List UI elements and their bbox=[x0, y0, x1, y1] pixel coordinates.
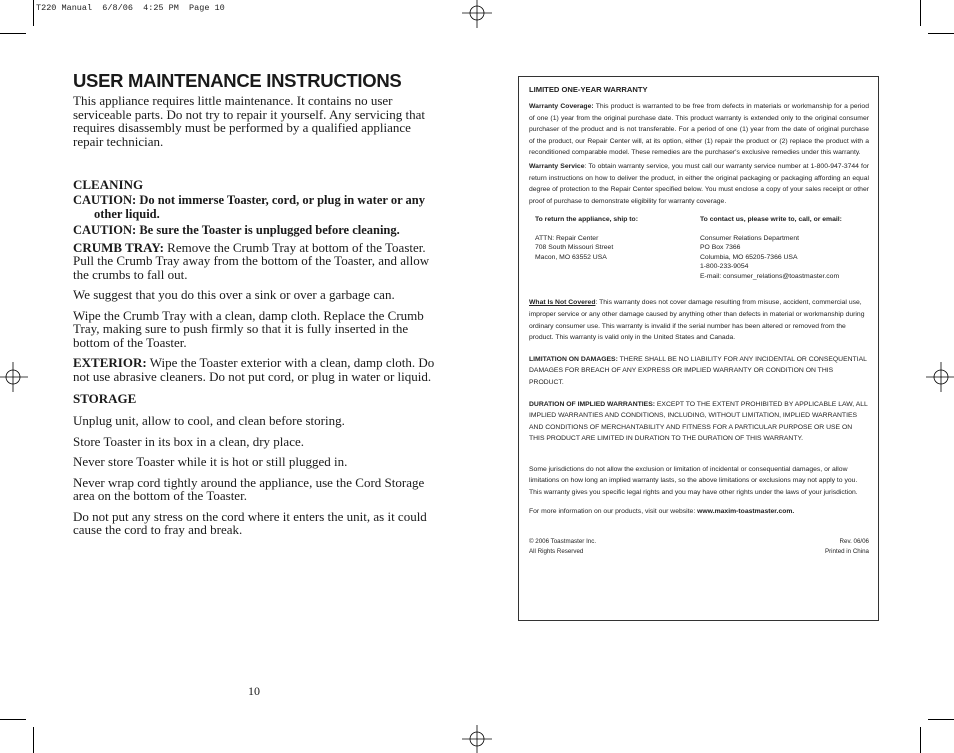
crop-mark-tr-h bbox=[928, 33, 954, 34]
website-link[interactable]: www.maxim-toastmaster.com. bbox=[697, 507, 795, 515]
warranty-box bbox=[518, 76, 879, 621]
warranty-service bbox=[529, 161, 869, 207]
page-number: 10 bbox=[248, 684, 260, 698]
suggest-paragraph: We suggest that you do this over a sink or over a garbage can. bbox=[73, 287, 395, 302]
not-covered bbox=[529, 297, 869, 343]
exterior-paragraph bbox=[73, 356, 441, 383]
crop-mark-br-v bbox=[920, 727, 921, 753]
caution-unplug: CAUTION: Be sure the Toaster is unplugged before cleaning. bbox=[73, 223, 400, 237]
storage-item-5: Do not put any stress on the cord where it enters the unit, as it could cause the cord to fray and break. bbox=[73, 508, 427, 537]
limitation-text: THERE SHALL BE NO LIABILITY FOR ANY INCIDENTAL OR CONSEQUENTIAL DAMAGES FOR BREACH OF ANY EXPRESS OR IMPLIED WARRANTY OR CONDITION ON THIS PRODUCT. bbox=[529, 355, 867, 386]
storage-item-3: Never store Toaster while it is hot or still plugged in. bbox=[73, 454, 348, 469]
more-info bbox=[529, 506, 869, 518]
ship-line: Macon, MO 63552 USA bbox=[535, 253, 607, 261]
coverage-text: This product is warranted to be free from defects in materials or workmanship for a period of one (1) year from the original purchase date. This product warranty is extended only to the original consumer purchaser of the product and is not transferable. For a period of one (1) year from the date of original purchase of the product, our Repair Center will, at its option, either (1) repair the product or (2) replace the product with a reconditioned comparable model. These remedies are the purchaser's exclusive remedies under this warranty. bbox=[529, 103, 869, 157]
crumb-tray-paragraph bbox=[73, 241, 441, 282]
contact-line: PO Box 7366 bbox=[700, 244, 741, 252]
duration-label: DURATION OF IMPLIED WARRANTIES: bbox=[529, 400, 655, 408]
address-block bbox=[535, 215, 869, 281]
rights: All Rights Reserved bbox=[529, 547, 584, 555]
exterior-label: EXTERIOR: bbox=[73, 355, 147, 370]
duration-text: EXCEPT TO THE EXTENT PROHIBITED BY APPLICABLE LAW, ALL IMPLIED WARRANTIES AND CONDITIONS, INCLUDING, WITHOUT LIMITATION, IMPLIED WARRANTIES AND CONDITIONS OF MERCHANTABILITY AND FITNESS FOR A PARTICULAR PURPOSE OR USE ON THIS PRODUCT ARE LIMITED IN DURATION TO THE DURATION OF THIS WARRANTY. bbox=[529, 400, 868, 443]
wipe-paragraph: Wipe the Crumb Tray with a clean, damp cloth. Replace the Crumb Tray, making sure to push firmly so that it is fully inserted in the bottom of the Toaster. bbox=[73, 307, 424, 350]
crumb-tray-text: Remove the Crumb Tray at bottom of the Toaster. Pull the Crumb Tray away from the bottom of the Toaster, and allow the crumbs to fall out. bbox=[73, 239, 430, 282]
printed-in: Printed in China bbox=[824, 547, 869, 555]
registration-mark-bottom-icon bbox=[462, 723, 492, 753]
exterior-text: Wipe the Toaster exterior with a clean, damp cloth. Do not use abrasive cleaners. Do not put cord, or plug in water or liquid. bbox=[73, 355, 435, 384]
service-text: : To obtain warranty service, you must call our warranty service number at 1-800-947-3744 for return instructions on how to deliver the product, in either the original packaging or packaging affording an equal degree of protection to the Repair Center specified below. You must enclose a copy of your sales receipt or other proof of purchase to demonstrate eligibility for warranty coverage. bbox=[529, 162, 869, 205]
warranty-title: LIMITED ONE-YEAR WARRANTY bbox=[529, 85, 648, 94]
contact-line: E-mail: consumer_relations@toastmaster.com bbox=[700, 272, 840, 280]
crumb-tray-label: CRUMB TRAY: bbox=[73, 239, 164, 255]
registration-mark-left-icon bbox=[0, 362, 30, 392]
limitation-on-damages bbox=[529, 354, 869, 389]
limitation-label: LIMITATION ON DAMAGES: bbox=[529, 355, 618, 363]
contact-line: Consumer Relations Department bbox=[700, 234, 799, 242]
duration-of-implied bbox=[529, 399, 869, 445]
contact-line: 1-800-233-9054 bbox=[700, 263, 749, 271]
crop-mark-bl-h bbox=[0, 719, 26, 720]
ship-heading: To return the appliance, ship to: bbox=[535, 216, 638, 224]
not-covered-label: What Is Not Covered bbox=[529, 299, 596, 307]
crop-mark-tr-v bbox=[920, 0, 921, 26]
footer-left bbox=[529, 537, 596, 556]
contact-line: Columbia, MO 65205-7366 USA bbox=[700, 253, 798, 261]
service-label: Warranty Service bbox=[529, 162, 585, 170]
maintenance-column bbox=[73, 70, 441, 537]
crop-mark-bl-v bbox=[33, 727, 34, 753]
caution-immerse: CAUTION: Do not immerse Toaster, cord, or plug in water or any other liquid. bbox=[73, 193, 425, 221]
cleaning-heading: CLEANING bbox=[73, 177, 144, 192]
intro-paragraph: This appliance requires little maintenance. It contains no user serviceable parts. Do not try to repair it yourself. Any servicing that requires disassembly must be performed by a qualified appliance repair technician. bbox=[73, 93, 425, 149]
storage-item-1: Unplug unit, allow to cool, and clean before storing. bbox=[73, 413, 345, 428]
storage-item-2: Store Toaster in its box in a clean, dry place. bbox=[73, 433, 304, 449]
ship-line: ATTN: Repair Center bbox=[535, 234, 599, 242]
registration-mark-top-icon bbox=[462, 0, 492, 30]
crop-mark-tl-h bbox=[0, 33, 26, 34]
contact-column bbox=[700, 215, 869, 281]
crop-mark-tl-v bbox=[33, 0, 34, 26]
more-info-text: For more information on our products, visit our website: bbox=[529, 507, 698, 515]
not-covered-text: : This warranty does not cover damage resulting from misuse, accident, commercial use, improper service or any other damage caused by anything other than defects in material or workmanship during ordinary consumer use. This warranty is invalid if the serial number has been altered or removed from the product. This warranty is valid only in the United States and Canada. bbox=[529, 299, 865, 342]
storage-heading: STORAGE bbox=[73, 391, 137, 406]
revision: Rev. 06/06 bbox=[839, 538, 869, 546]
crop-mark-br-h bbox=[928, 719, 954, 720]
copyright: © 2006 Toastmaster Inc. bbox=[529, 538, 597, 546]
page-title: USER MAINTENANCE INSTRUCTIONS bbox=[73, 70, 402, 91]
ship-to-column bbox=[535, 215, 700, 281]
registration-mark-right-icon bbox=[924, 362, 954, 392]
print-slug: T220 Manual 6/8/06 4:25 PM Page 10 bbox=[36, 3, 225, 13]
jurisdictions-paragraph: Some jurisdictions do not allow the exclusion or limitation of incidental or consequential damages, or allow limitations on how long an implied warranty lasts, so the above limitations or exclusions may not apply to you. This warranty gives you specific legal rights and you may have other rights under the laws of your jurisdiction. bbox=[529, 465, 858, 497]
footer-right bbox=[825, 537, 869, 556]
contact-heading: To contact us, please write to, call, or email: bbox=[700, 216, 842, 224]
coverage-label: Warranty Coverage: bbox=[529, 103, 594, 110]
warranty-footer bbox=[529, 537, 869, 556]
storage-item-4: Never wrap cord tightly around the appliance, use the Cord Storage area on the bottom of the Toaster. bbox=[73, 474, 425, 503]
ship-line: 708 South Missouri Street bbox=[535, 244, 614, 252]
warranty-coverage bbox=[529, 101, 869, 159]
